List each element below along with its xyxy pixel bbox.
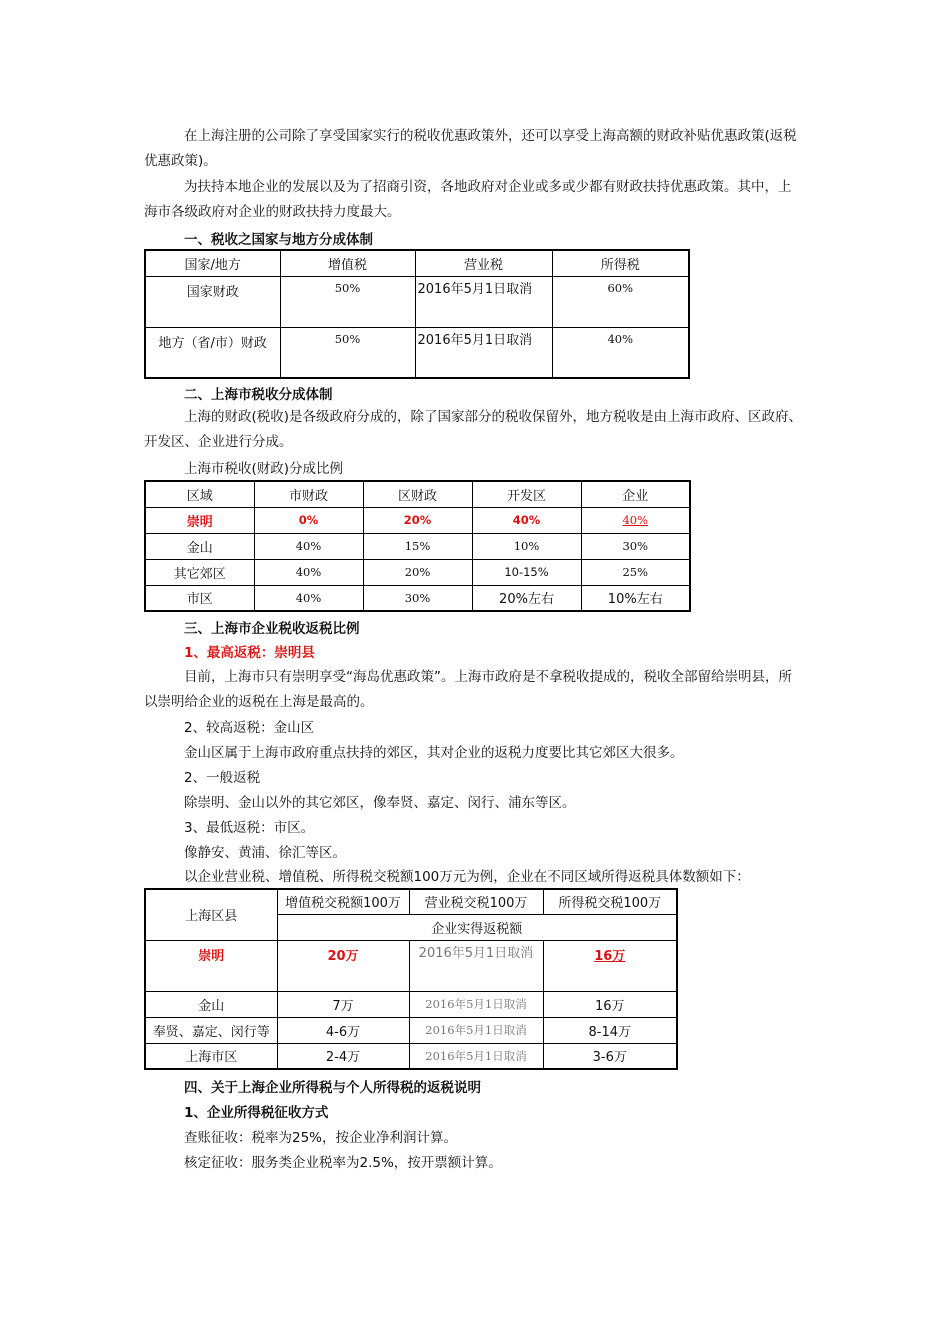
table-cell: 2016年5月1日取消 [409, 1017, 543, 1043]
shanghai-tax-share-table [144, 480, 691, 612]
header-cell: 所得税 [552, 250, 689, 276]
section2-caption: 上海市税收(财政)分成比例 [184, 461, 344, 477]
section3-paragraph-1: 目前，上海市只有崇明享受“海岛优惠政策”。上海市政府是不拿税收提成的，税收全部留给崇明县，所以崇明给企业的返税在上海是最高的。 [144, 669, 792, 710]
header-cell: 增值税交税额100万 [277, 889, 409, 914]
table-cell: 2016年5月1日取消 [415, 276, 552, 327]
table-cell [581, 507, 690, 533]
table-cell: 60% [552, 276, 689, 327]
table-cell: 奉贤、嘉定、闵行等 [145, 1017, 277, 1043]
table-cell: 2016年5月1日取消 [415, 327, 552, 378]
intro-paragraph-2: 为扶持本地企业的发展以及为了招商引资，各地政府对企业或多或少都有财政扶持优惠政策。其中，上海市各级政府对企业的财政扶持力度最大。 [144, 179, 792, 220]
table-cell: 2016年5月1日取消 [409, 991, 543, 1017]
table-cell: 40% [472, 507, 581, 533]
table-cell: 8-14万 [543, 1017, 677, 1043]
table-cell: 50% [280, 276, 415, 327]
underlined-value: 16万 [594, 948, 626, 964]
table-cell: 金山 [145, 991, 277, 1017]
table-cell: 40% [254, 585, 363, 611]
table-row [145, 1017, 677, 1043]
table-cell: 4-6万 [277, 1017, 409, 1043]
table-row-highlight [145, 940, 677, 991]
table-cell: 崇明 [145, 940, 277, 991]
section2-title: 二、上海市税收分成体制 [184, 387, 333, 403]
table-cell: 市区 [145, 585, 254, 611]
tax-refund-table [144, 888, 678, 1070]
header-cell: 企业 [581, 481, 690, 507]
table-row [145, 559, 690, 585]
header-cell: 所得税交税100万 [543, 889, 677, 914]
table-row [145, 1043, 677, 1069]
table-cell: 20% [363, 559, 472, 585]
section3-paragraph-3: 除崇明、金山以外的其它郊区，像奉贤、嘉定、闵行、浦东等区。 [184, 795, 576, 811]
table-cell: 25% [581, 559, 690, 585]
table-cell: 2-4万 [277, 1043, 409, 1069]
section3-paragraph-5: 以企业营业税、增值税、所得税交税额100万元为例，企业在不同区域所得返税具体数额如下： [184, 869, 750, 885]
table-cell: 20%左右 [472, 585, 581, 611]
table-cell: 40% [552, 327, 689, 378]
table-cell: 50% [280, 327, 415, 378]
table-header-row [145, 250, 689, 276]
section3-heading-1: 1、最高返税：崇明县 [184, 645, 315, 661]
table-row [145, 327, 689, 378]
table-cell: 30% [581, 533, 690, 559]
table-cell: 10%左右 [581, 585, 690, 611]
table-cell: 国家财政 [145, 276, 280, 327]
table-row-highlight [145, 507, 690, 533]
header-cell: 上海区县 [145, 889, 277, 940]
table-cell: 20% [363, 507, 472, 533]
table-cell: 上海市区 [145, 1043, 277, 1069]
header-cell: 营业税 [415, 250, 552, 276]
table-row [145, 585, 690, 611]
table-cell: 10-15% [472, 559, 581, 585]
section3-paragraph-2: 金山区属于上海市政府重点扶持的郊区，其对企业的返税力度要比其它郊区大很多。 [184, 745, 684, 761]
table-cell: 3-6万 [543, 1043, 677, 1069]
table-cell: 地方（省/市）财政 [145, 327, 280, 378]
section2-paragraph: 上海的财政(税收)是各级政府分成的，除了国家部分的税收保留外，地方税收是由上海市政府、区政府、开发区、企业进行分成。 [144, 409, 803, 450]
national-local-tax-table [144, 249, 690, 379]
table-cell: 2016年5月1日取消 [409, 1043, 543, 1069]
table-cell: 崇明 [145, 507, 254, 533]
table-row [145, 276, 689, 327]
header-cell: 增值税 [280, 250, 415, 276]
section3-title: 三、上海市企业税收返税比例 [184, 621, 360, 637]
section1-title: 一、税收之国家与地方分成体制 [184, 232, 373, 248]
table-cell: 0% [254, 507, 363, 533]
table-cell: 金山 [145, 533, 254, 559]
header-cell: 开发区 [472, 481, 581, 507]
table-cell: 7万 [277, 991, 409, 1017]
subheader-cell: 企业实得返税额 [277, 914, 677, 940]
section3-heading-4: 3、最低返税：市区。 [184, 820, 315, 836]
header-cell: 区域 [145, 481, 254, 507]
table-cell: 30% [363, 585, 472, 611]
table-cell: 40% [254, 533, 363, 559]
table-cell: 15% [363, 533, 472, 559]
table-cell: 16万 [543, 991, 677, 1017]
header-cell: 市财政 [254, 481, 363, 507]
section4-paragraph-2: 核定征收：服务类企业税率为2.5%，按开票额计算。 [184, 1155, 502, 1171]
section3-heading-2: 2、较高返税：金山区 [184, 720, 315, 736]
section4-title: 四、关于上海企业所得税与个人所得税的返税说明 [184, 1080, 481, 1096]
table-cell [543, 940, 677, 991]
section4-heading-1: 1、企业所得税征收方式 [184, 1105, 329, 1121]
table-row [145, 533, 690, 559]
section4-paragraph-1: 查账征收：税率为25%，按企业净利润计算。 [184, 1130, 458, 1146]
table-header-row [145, 889, 677, 914]
table-cell: 40% [254, 559, 363, 585]
header-cell: 营业税交税100万 [409, 889, 543, 914]
table-cell: 20万 [277, 940, 409, 991]
table-cell: 其它郊区 [145, 559, 254, 585]
table-header-row [145, 481, 690, 507]
intro-paragraph-1: 在上海注册的公司除了享受国家实行的税收优惠政策外，还可以享受上海高额的财政补贴优惠政策(返税优惠政策)。 [144, 128, 797, 169]
header-cell: 区财政 [363, 481, 472, 507]
section3-heading-3: 2、一般返税 [184, 770, 261, 786]
section3-paragraph-4: 像静安、黄浦、徐汇等区。 [184, 845, 346, 861]
underlined-value: 40% [622, 513, 649, 527]
header-cell: 国家/地方 [145, 250, 280, 276]
table-cell: 2016年5月1日取消 [409, 940, 543, 991]
table-cell: 10% [472, 533, 581, 559]
table-row [145, 991, 677, 1017]
